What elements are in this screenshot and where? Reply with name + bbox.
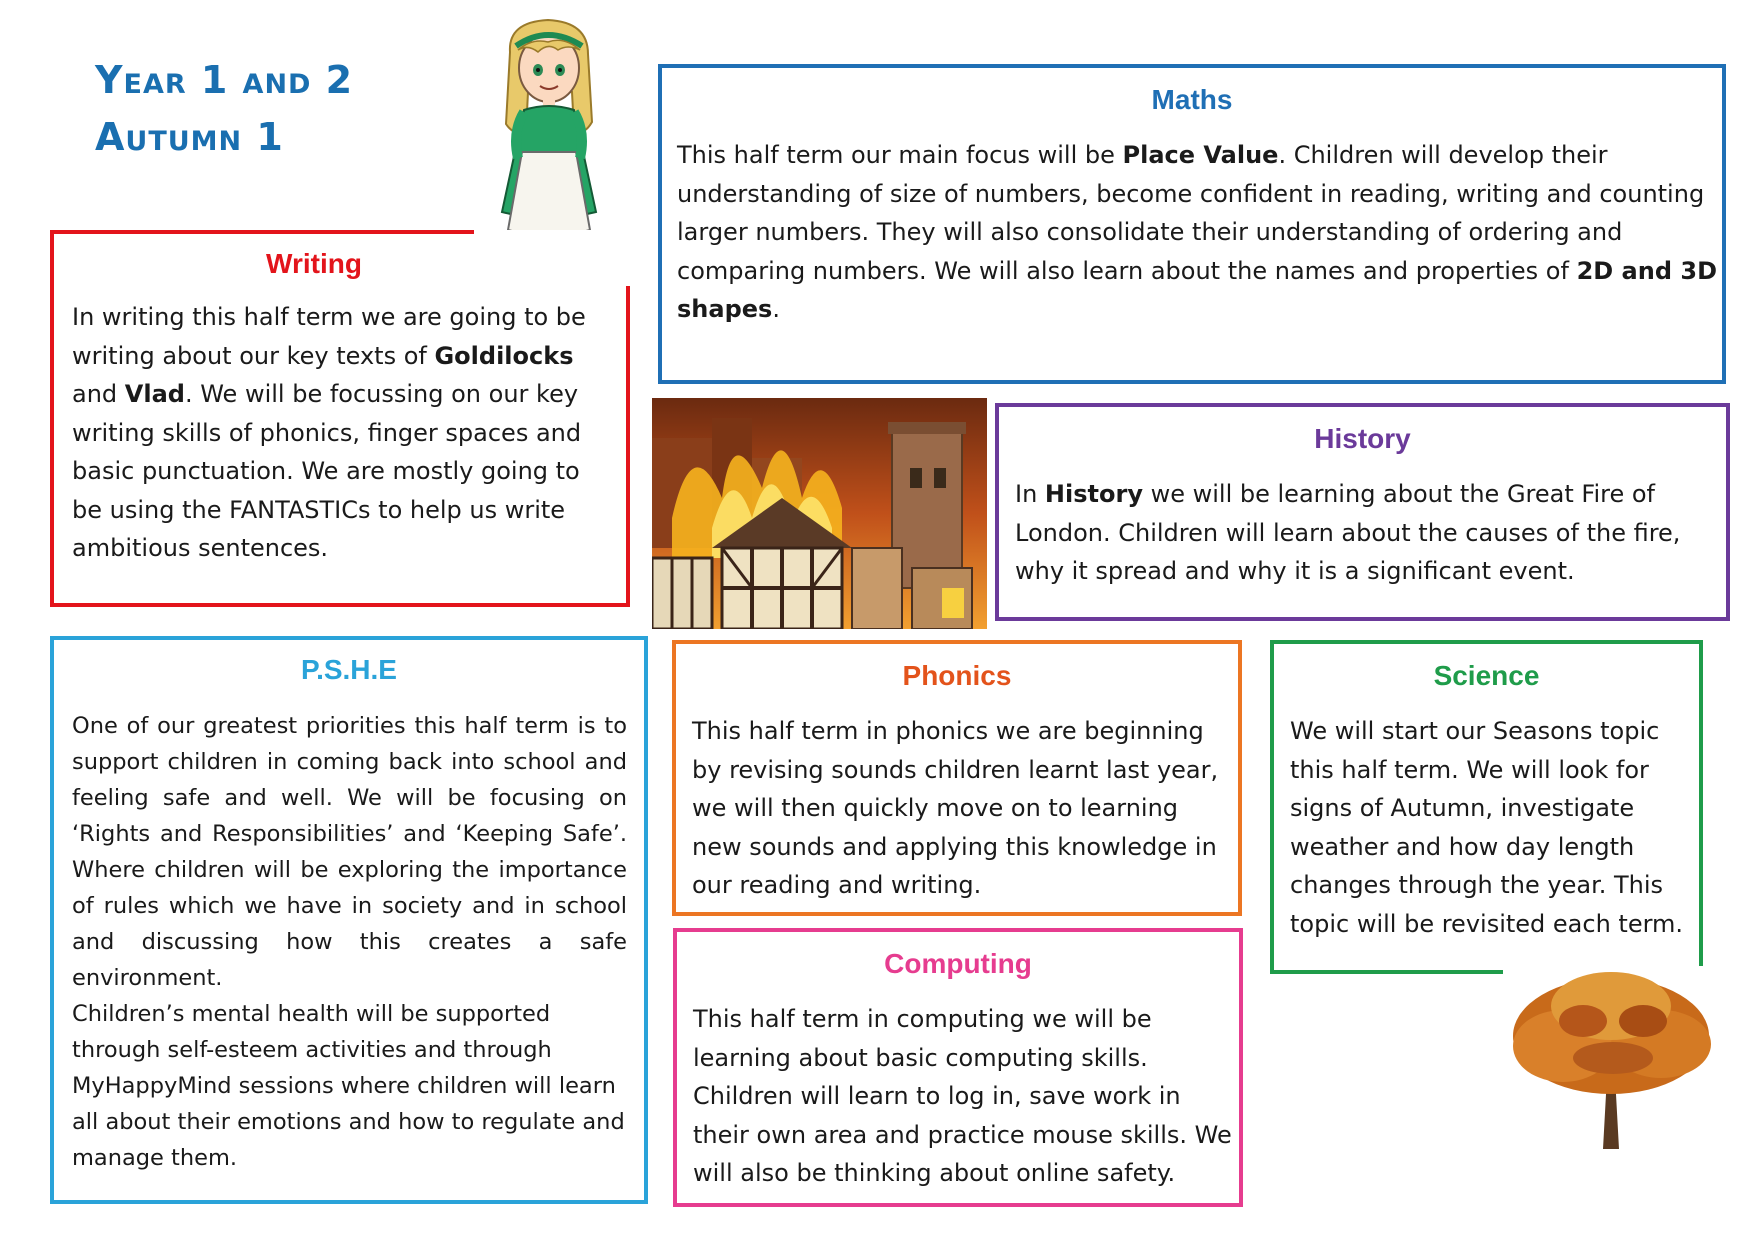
writing-border-right — [626, 286, 630, 607]
writing-text-3: . We will be focussing on our key writing skills of phonics, finger spaces and basic punctuation. We are mostly going to be using the FANTASTICs to help us write ambitious sentences. — [72, 380, 582, 562]
history-body — [1015, 475, 1715, 591]
maths-box — [658, 64, 1726, 384]
writing-text-1: In writing this half term we are going to be writing about our key texts of — [72, 303, 586, 370]
maths-body — [677, 136, 1717, 329]
maths-bold-shapes: 2D and 3D shapes — [677, 256, 1717, 323]
computing-title: Computing — [884, 948, 1032, 979]
pshe-title: P.S.H.E — [301, 654, 397, 685]
maths-title: Maths — [1151, 84, 1233, 115]
maths-text-3: . — [772, 295, 780, 323]
science-box — [1270, 640, 1703, 974]
maths-text-1: This half term our main focus will be — [677, 141, 1123, 169]
writing-text-2: and — [72, 380, 125, 408]
writing-bold-goldilocks: Goldilocks — [434, 341, 574, 370]
computing-box — [673, 928, 1243, 1207]
maths-bold-place-value: Place Value — [1122, 141, 1279, 169]
phonics-box — [672, 640, 1242, 916]
page-title-line-1: Year 1 and 2 — [95, 58, 354, 102]
history-bold-history: History — [1044, 480, 1143, 508]
autumn-tree-photo — [1503, 966, 1718, 1149]
writing-body — [72, 298, 617, 568]
writing-box — [50, 230, 630, 607]
pshe-body-2: Children’s mental health will be supported through self-esteem activities and through MyHappyMind sessions where children will learn all about their emotions and how to regulate and manage them. — [72, 1001, 625, 1171]
writing-border-top — [50, 230, 474, 234]
history-text-1: In — [1015, 480, 1045, 508]
pshe-body-1: One of our greatest priorities this half term is to support children in coming back into school and feeling safe and well. We will be focusing on ‘Rights and Responsibilities’ and ‘Keeping Safe’. Where children will be exploring the importance of rules which we have in society and in school and discussing how this creates a safe environment. — [72, 713, 627, 991]
science-body: We will start our Seasons topic this half term. We will look for signs of Autumn, investigate weather and how day length changes through the year. This topic will be revisited each term. — [1290, 717, 1684, 938]
computing-body: This half term in computing we will be learning about basic computing skills. Children will learn to log in, save work in their own area and practice mouse skills. We will also be thinking about online safety. — [693, 1005, 1232, 1187]
phonics-title: Phonics — [902, 660, 1012, 691]
great-fire-of-london-illustration — [652, 398, 987, 629]
writing-title: Writing — [266, 248, 362, 279]
page-title-line-2: Autumn 1 — [95, 115, 284, 159]
phonics-body: This half term in phonics we are beginning by revising sounds children learnt last year, we will then quickly move on to learning new sounds and applying this knowledge in our reading and writing. — [692, 717, 1219, 899]
history-text-2: we will be learning about the Great Fire of London. Children will learn about the causes of the fire, why it spread and why it is a significant event. — [1015, 480, 1681, 585]
science-title: Science — [1433, 660, 1540, 691]
history-title: History — [1314, 423, 1411, 454]
history-box — [995, 403, 1730, 621]
writing-bold-vlad: Vlad — [124, 380, 185, 408]
maths-text-2: . Children will develop their understanding of size of numbers, become confident in reading, writing and counting larger numbers. They will also consolidate their understanding of ordering and comparing numbers. We will also learn about the names and properties of — [677, 141, 1705, 285]
pshe-box — [50, 636, 648, 1204]
